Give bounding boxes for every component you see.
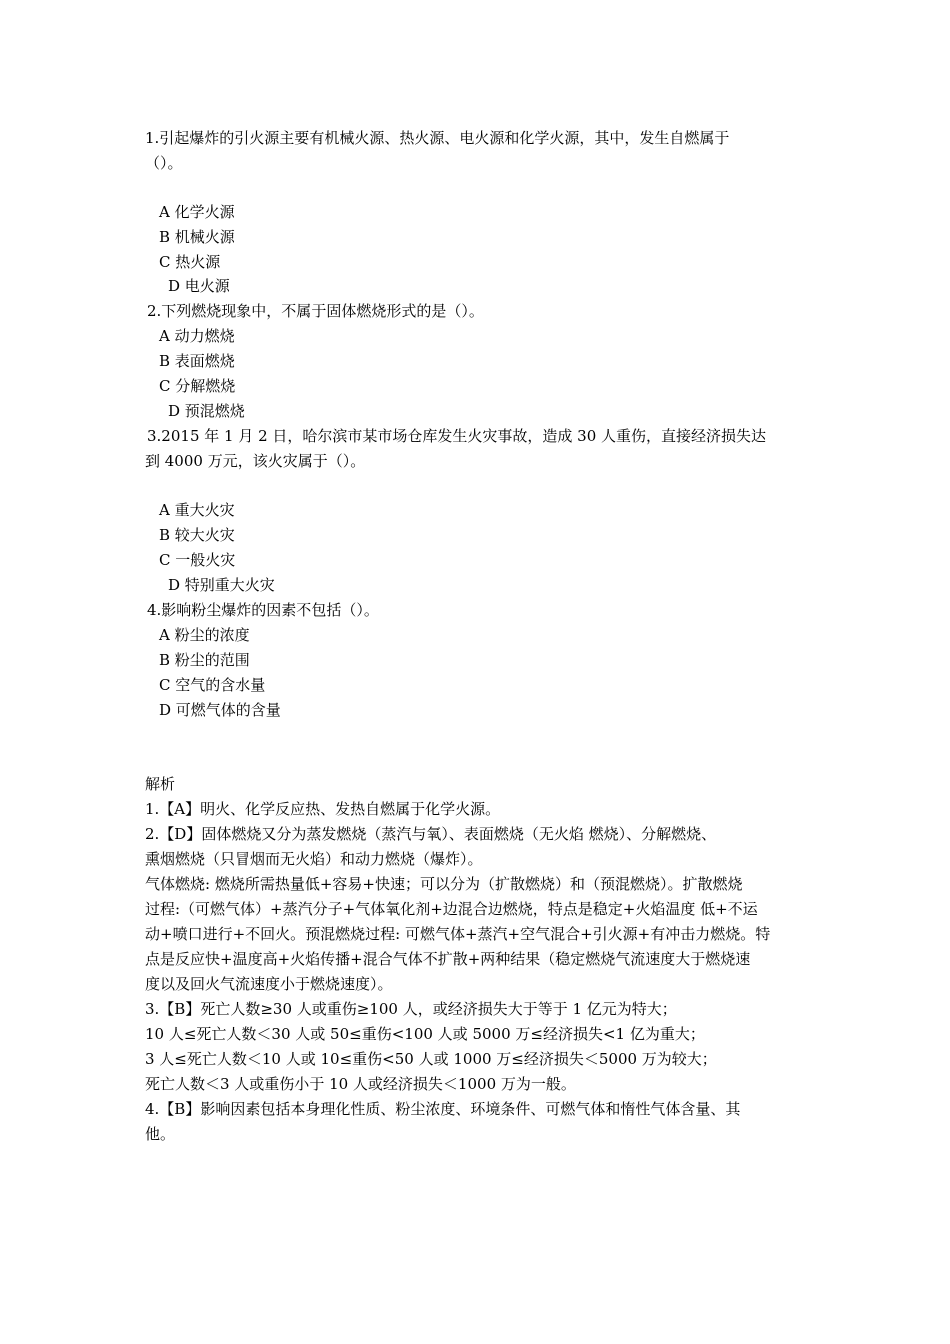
question-2-stem: 2.下列燃烧现象中，不属于固体燃烧形式的是（）。 (147, 302, 484, 320)
question-4-stem: 4.影响粉尘爆炸的因素不包括（）。 (147, 601, 379, 619)
question-1-option-d: D 电火源 (168, 277, 230, 295)
question-1-option-c: C 热火源 (159, 253, 221, 271)
analysis-line: 10 人≤死亡人数＜30 人或 50≤重伤<100 人或 5000 万≤经济损失<1 亿为重大； (145, 1025, 705, 1043)
analysis-line: 1.【A】明火、化学反应热、发热自燃属于化学火源。 (145, 800, 501, 818)
analysis-line: 气体燃烧: 燃烧所需热量低+容易+快速；可以分为（扩散燃烧）和（预混燃烧）。扩散燃烧 (145, 875, 743, 893)
analysis-line: 过程:（可燃气体）+蒸汽分子+气体氧化剂+边混合边燃烧，特点是稳定+火焰温度 低+不运 (145, 900, 758, 918)
question-2-option-a: A 动力燃烧 (159, 327, 235, 345)
analysis-line: 动+喷口进行+不回火。预混燃烧过程: 可燃气体+蒸汽+空气混合+引火源+有冲击力燃烧。特 (145, 925, 771, 943)
question-1-option-a: A 化学火源 (159, 203, 235, 221)
analysis-line: 他。 (145, 1125, 176, 1143)
analysis-line: 死亡人数＜3 人或重伤小于 10 人或经济损失＜1000 万为一般。 (145, 1075, 576, 1093)
question-2-option-c: C 分解燃烧 (159, 377, 236, 395)
question-1-option-b: B 机械火源 (159, 228, 235, 246)
analysis-line: 3 人≤死亡人数＜10 人或 10≤重伤<50 人或 1000 万≤经济损失＜5000 万为较大； (145, 1050, 717, 1068)
question-2-option-d: D 预混燃烧 (168, 402, 245, 420)
question-4-option-c: C 空气的含水量 (159, 676, 266, 694)
question-2-option-b: B 表面燃烧 (159, 352, 235, 370)
question-4-option-a: A 粉尘的浓度 (159, 626, 250, 644)
analysis-line: 2.【D】固体燃烧又分为蒸发燃烧（蒸汽与氧）、表面燃烧（无火焰 燃烧）、分解燃烧、 (145, 825, 717, 843)
question-4-option-b: B 粉尘的范围 (159, 651, 250, 669)
question-3-option-b: B 较大火灾 (159, 526, 235, 544)
question-4-option-d: D 可燃气体的含量 (159, 701, 281, 719)
analysis-line: 熏烟燃烧（只冒烟而无火焰）和动力燃烧（爆炸）。 (145, 850, 483, 868)
question-3-option-a: A 重大火灾 (159, 501, 235, 519)
question-1-stem-line-1: 1.引起爆炸的引火源主要有机械火源、热火源、电火源和化学火源，其中，发生自燃属于 (145, 129, 730, 147)
analysis-line: 点是反应快+温度高+火焰传播+混合气体不扩散+两种结果（稳定燃烧气流速度大于燃烧速 (145, 950, 751, 968)
question-3-option-d: D 特别重大火灾 (168, 576, 275, 594)
analysis-line: 3.【B】死亡人数≥30 人或重伤≥100 人，或经济损失大于等于 1 亿元为特大； (145, 1000, 677, 1018)
question-3-stem-line-2: 到 4000 万元，该火灾属于（）。 (145, 452, 366, 470)
analysis-title: 解析 (145, 775, 176, 793)
question-3-option-c: C 一般火灾 (159, 551, 236, 569)
question-3-stem-line-1: 3.2015 年 1 月 2 日，哈尔滨市某市场仓库发生火灾事故，造成 30 人重伤，直接经济损失达 (147, 427, 767, 445)
question-1-stem-line-2: （）。 (145, 154, 183, 172)
analysis-line: 4.【B】影响因素包括本身理化性质、粉尘浓度、环境条件、可燃气体和惰性气体含量、其 (145, 1100, 741, 1118)
analysis-line: 度以及回火气流速度小于燃烧速度）。 (145, 975, 393, 993)
